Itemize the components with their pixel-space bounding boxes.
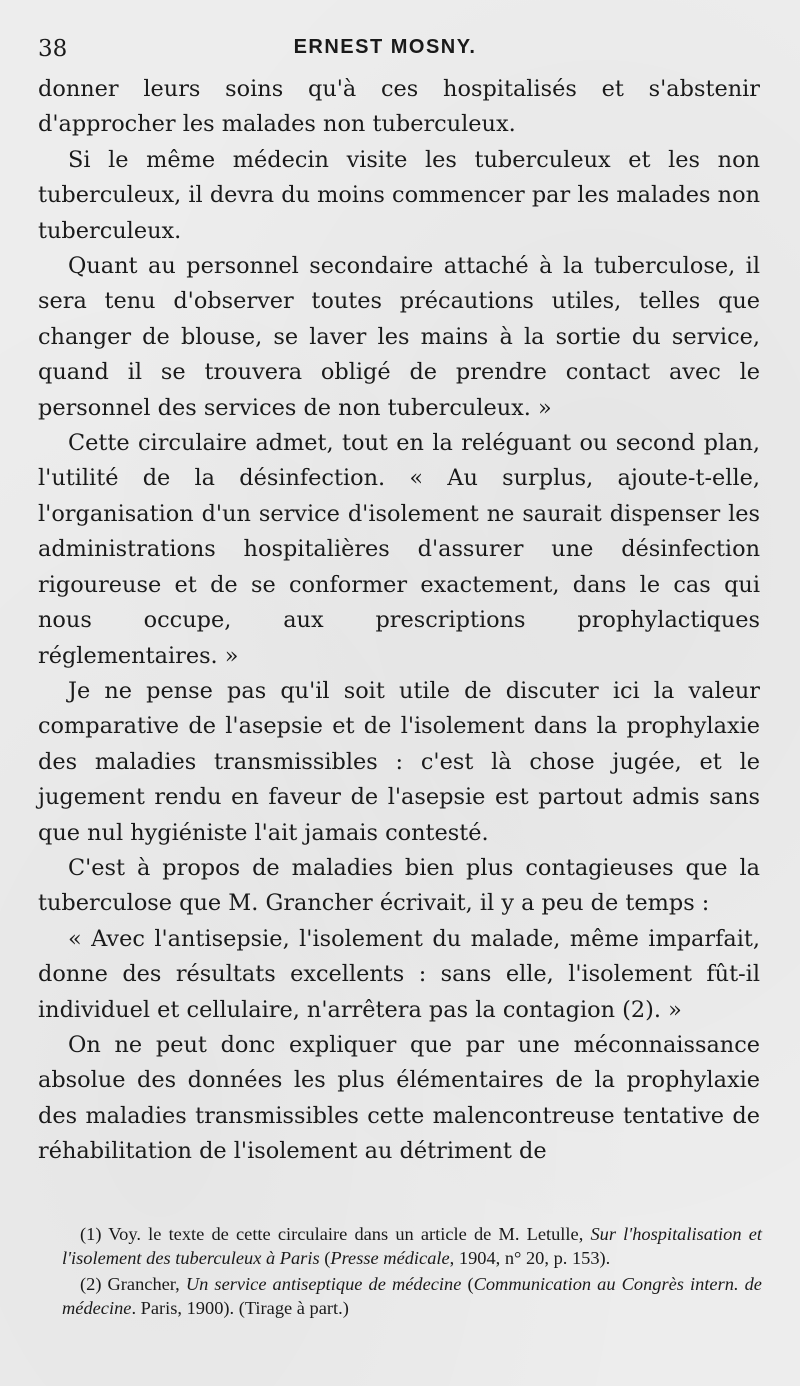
- body-text: [38, 72, 760, 1170]
- paragraph: On ne peut donc expliquer que par une méconnaissance absolue des données les plus élémentaires de la prophylaxie des maladies transmissibles cette malencontreuse tentative de réhabilitation de l'isolement au détriment de: [38, 1031, 760, 1165]
- paragraph: Quant au personnel secondaire attaché à la tuberculose, il sera tenu d'observer toutes précautions utiles, telles que changer de blouse, se laver les mains à la sortie du service, quand il se trouvera obligé de prendre contact avec le personnel des services de non tuberculeux. »: [38, 253, 760, 421]
- paragraph: Cette circulaire admet, tout en la reléguant ou second plan, l'utilité de la désinfection. « Au surplus, ajoute-t-elle, l'organisation d'un service d'isolement ne saurait dispenser les administrations hospitalières d'assurer une désinfection rigoureuse et de se conformer exactement, dans le cas qui nous occupe, aux prescriptions prophylactiques réglementaires. »: [38, 430, 760, 669]
- footnote-2-venue: Communication au Congrès intern. de médecine: [62, 1274, 762, 1318]
- paragraph: C'est à propos de maladies bien plus contagieuses que la tuberculose que M. Grancher écrivait, il y a peu de temps :: [38, 854, 760, 917]
- footnote-2-open: (: [461, 1274, 474, 1294]
- footnote-2: [62, 1272, 762, 1320]
- running-head: ERNEST MOSNY.: [293, 36, 477, 58]
- page-header: [38, 32, 762, 68]
- footnote-2-lead: (2) Grancher,: [80, 1274, 186, 1294]
- footnotes: [62, 1222, 762, 1320]
- footnote-2-rest: . Paris, 1900). (Tirage à part.): [131, 1298, 349, 1318]
- quotation-paragraph: « Avec l'antisepsie, l'isolement du malade, même imparfait, donne des résultats excellents : sans elle, l'isolement fût-il individuel et cellulaire, n'arrêtera pas la contagion (2). »: [38, 925, 760, 1023]
- footnote-1: [62, 1222, 762, 1270]
- footnote-1-open: (: [319, 1248, 331, 1268]
- footnote-1-journal: Presse médicale: [330, 1248, 450, 1268]
- footnote-1-lead: (1) Voy. le texte de cette circulaire dans un article de M. Letulle,: [80, 1224, 584, 1244]
- page-number: 38: [38, 36, 68, 62]
- paragraph: Je ne pense pas qu'il soit utile de discuter ici la valeur comparative de l'asepsie et de l'isolement dans la prophylaxie des maladies transmissibles : c'est là chose jugée, et le jugement rendu en faveur de l'asepsie est partout admis sans que nul hygiéniste l'ait jamais contesté.: [38, 677, 760, 846]
- footnote-1-title: Sur l'hospitalisation et l'isolement des tuberculeux à Paris: [62, 1224, 762, 1268]
- footnote-2-title: Un service antiseptique de médecine: [185, 1274, 462, 1294]
- footnote-1-rest: , 1904, n° 20, p. 153).: [449, 1248, 611, 1268]
- paragraph: donner leurs soins qu'à ces hospitalisés et s'abstenir d'approcher les malades non tuberculeux.: [38, 76, 760, 138]
- paragraph: Si le même médecin visite les tuberculeux et les non tuberculeux, il devra du moins commencer par les malades non tuberculeux.: [38, 146, 760, 244]
